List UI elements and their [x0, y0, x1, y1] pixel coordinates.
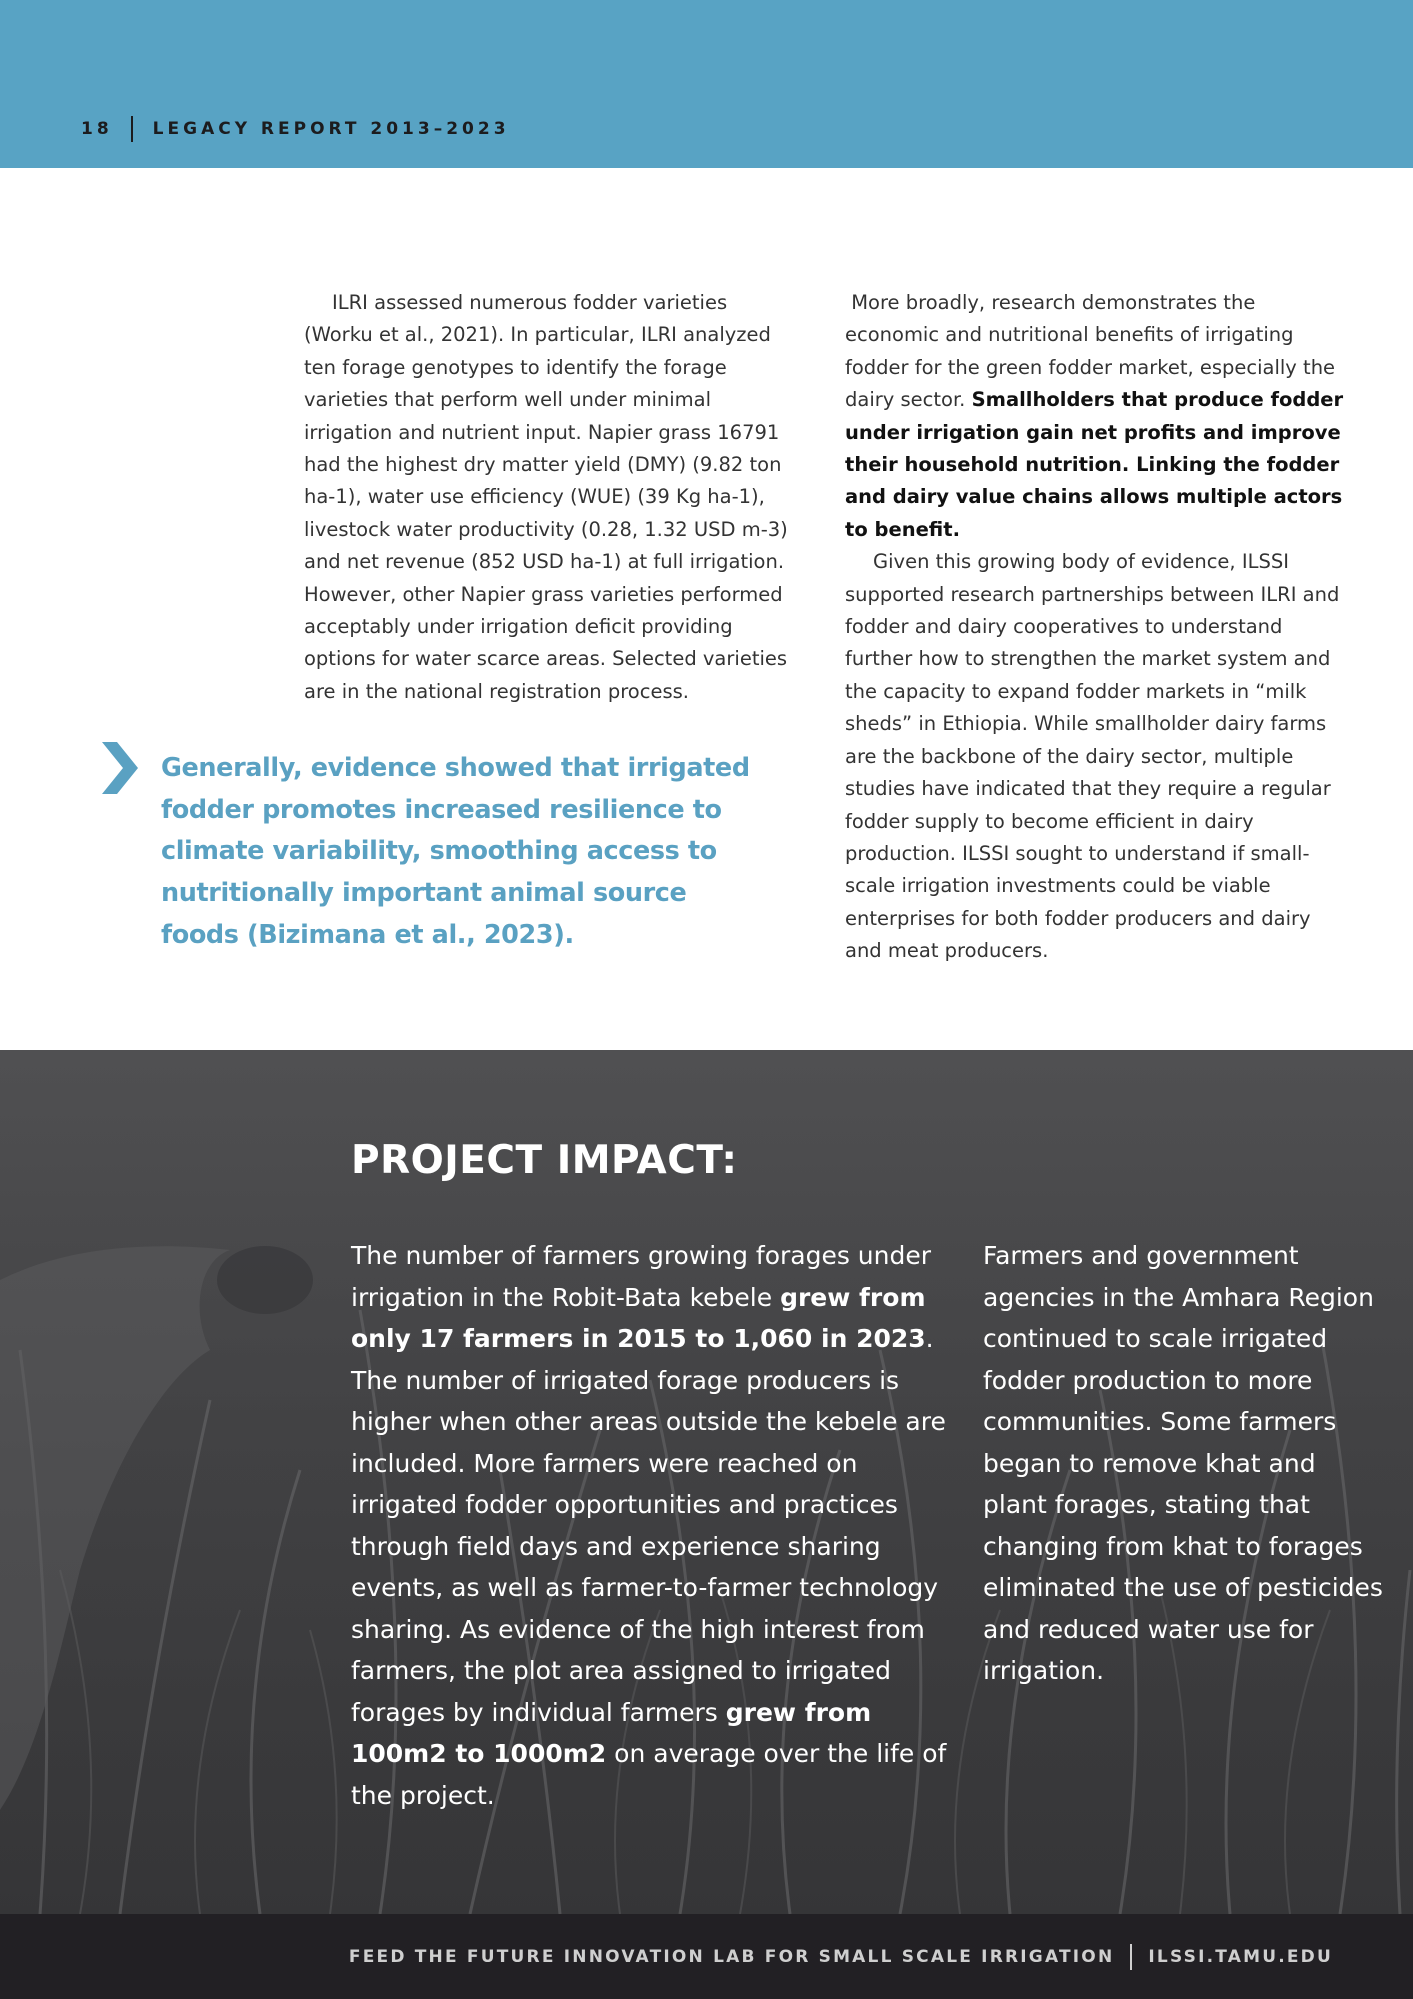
impact-right-paragraph: Farmers and government agencies in the Amhara Region continued to scale irrigated fodder production to more communities. Some farmers began to remove khat and plant forages, stating that changing from khat to forages eliminated the use of pesticides and reduced water use for irrigation.	[983, 1241, 1383, 1685]
chevron-right-icon	[98, 740, 140, 796]
pull-quote: Generally, evidence showed that irrigated fodder promotes increased resilience to climate variability, smoothing access to nutritionally important animal source foods (Bizimana et al., 2023).	[161, 753, 750, 950]
impact-left-bold-1: grew from only 17 farmers in 2015 to 1,060 in 2023	[351, 1282, 926, 1353]
impact-title: PROJECT IMPACT:	[351, 1138, 738, 1183]
impact-left-text-1: The number of farmers growing forages under irrigation in the Robit-Bata kebele	[351, 1241, 932, 1312]
footer-text	[349, 1944, 1333, 1970]
report-title: LEGACY REPORT 2013–2023	[152, 119, 510, 139]
footer-url[interactable]: ILSSI.TAMU.EDU	[1148, 1947, 1333, 1967]
right-paragraph-2: Given this growing body of evidence, ILSSI supported research partnerships between ILRI and fodder and dairy cooperatives to understand further how to strengthen the market system and the capacity to expand fodder markets in “milk sheds” in Ethiopia. While smallholder dairy farms are the backbone of the dairy sector, multiple studies have indicated that they require a regular fodder supply to become efficient in dairy production. ILSSI sought to understand if small-scale irrigation investments could be viable enterprises for both fodder producers and dairy and meat producers.	[845, 550, 1340, 963]
impact-left-bold-2: grew from 100m2 to 1000m2	[351, 1697, 872, 1768]
impact-left-text-2: . The number of irrigated forage producers is higher when other areas outside the kebele are included. More farmers were reached on irrigated fodder opportunities and practices through field days and experience sharing events, as well as farmer-to-farmer technology sharing. As evidence of the high interest from farmers, the plot area assigned to irrigated forages by individual farmers	[351, 1324, 946, 1727]
footer-org: FEED THE FUTURE INNOVATION LAB FOR SMALL SCALE IRRIGATION	[348, 1947, 1115, 1967]
running-header	[81, 116, 510, 142]
footer-divider	[1130, 1944, 1132, 1970]
impact-right-column	[983, 1235, 1383, 1692]
right-paragraph-1	[845, 287, 1345, 546]
left-paragraph: ILRI assessed numerous fodder varieties (Worku et al., 2021). In particular, ILRI analyzed ten forage genotypes to identify the forage varieties that perform well under minimal irrigation and nutrient input. Napier grass 16791 had the highest dry matter yield (DMY) (9.82 ton ha-1), water use efficiency (WUE) (39 Kg ha-1), livestock water productivity (0.28, 1.32 USD m-3) and net revenue (852 USD ha-1) at full irrigation. However, other Napier grass varieties performed acceptably under irrigation deficit providing options for water scarce areas. Selected varieties are in the national registration process.	[304, 291, 788, 703]
impact-left-text-3: on average over the life of the project.	[351, 1739, 947, 1810]
right-paragraph-1-bold: Smallholders that produce fodder under irrigation gain net profits and improve their household nutrition. Linking the fodder and dairy value chains allows multiple actors to benefit.	[845, 388, 1344, 541]
right-paragraph-1-text: More broadly, research demonstrates the economic and nutritional benefits of irrigating fodder for the green fodder market, especially the dairy sector.	[845, 291, 1336, 412]
project-impact-section	[0, 1050, 1413, 1914]
impact-left-paragraph	[351, 1235, 951, 1816]
left-column	[304, 287, 792, 708]
header-band	[0, 0, 1413, 168]
right-column	[845, 287, 1345, 968]
page-number: 18	[81, 119, 113, 139]
header-divider	[131, 116, 133, 142]
impact-left-column	[351, 1235, 951, 1816]
footer	[0, 1914, 1413, 1999]
